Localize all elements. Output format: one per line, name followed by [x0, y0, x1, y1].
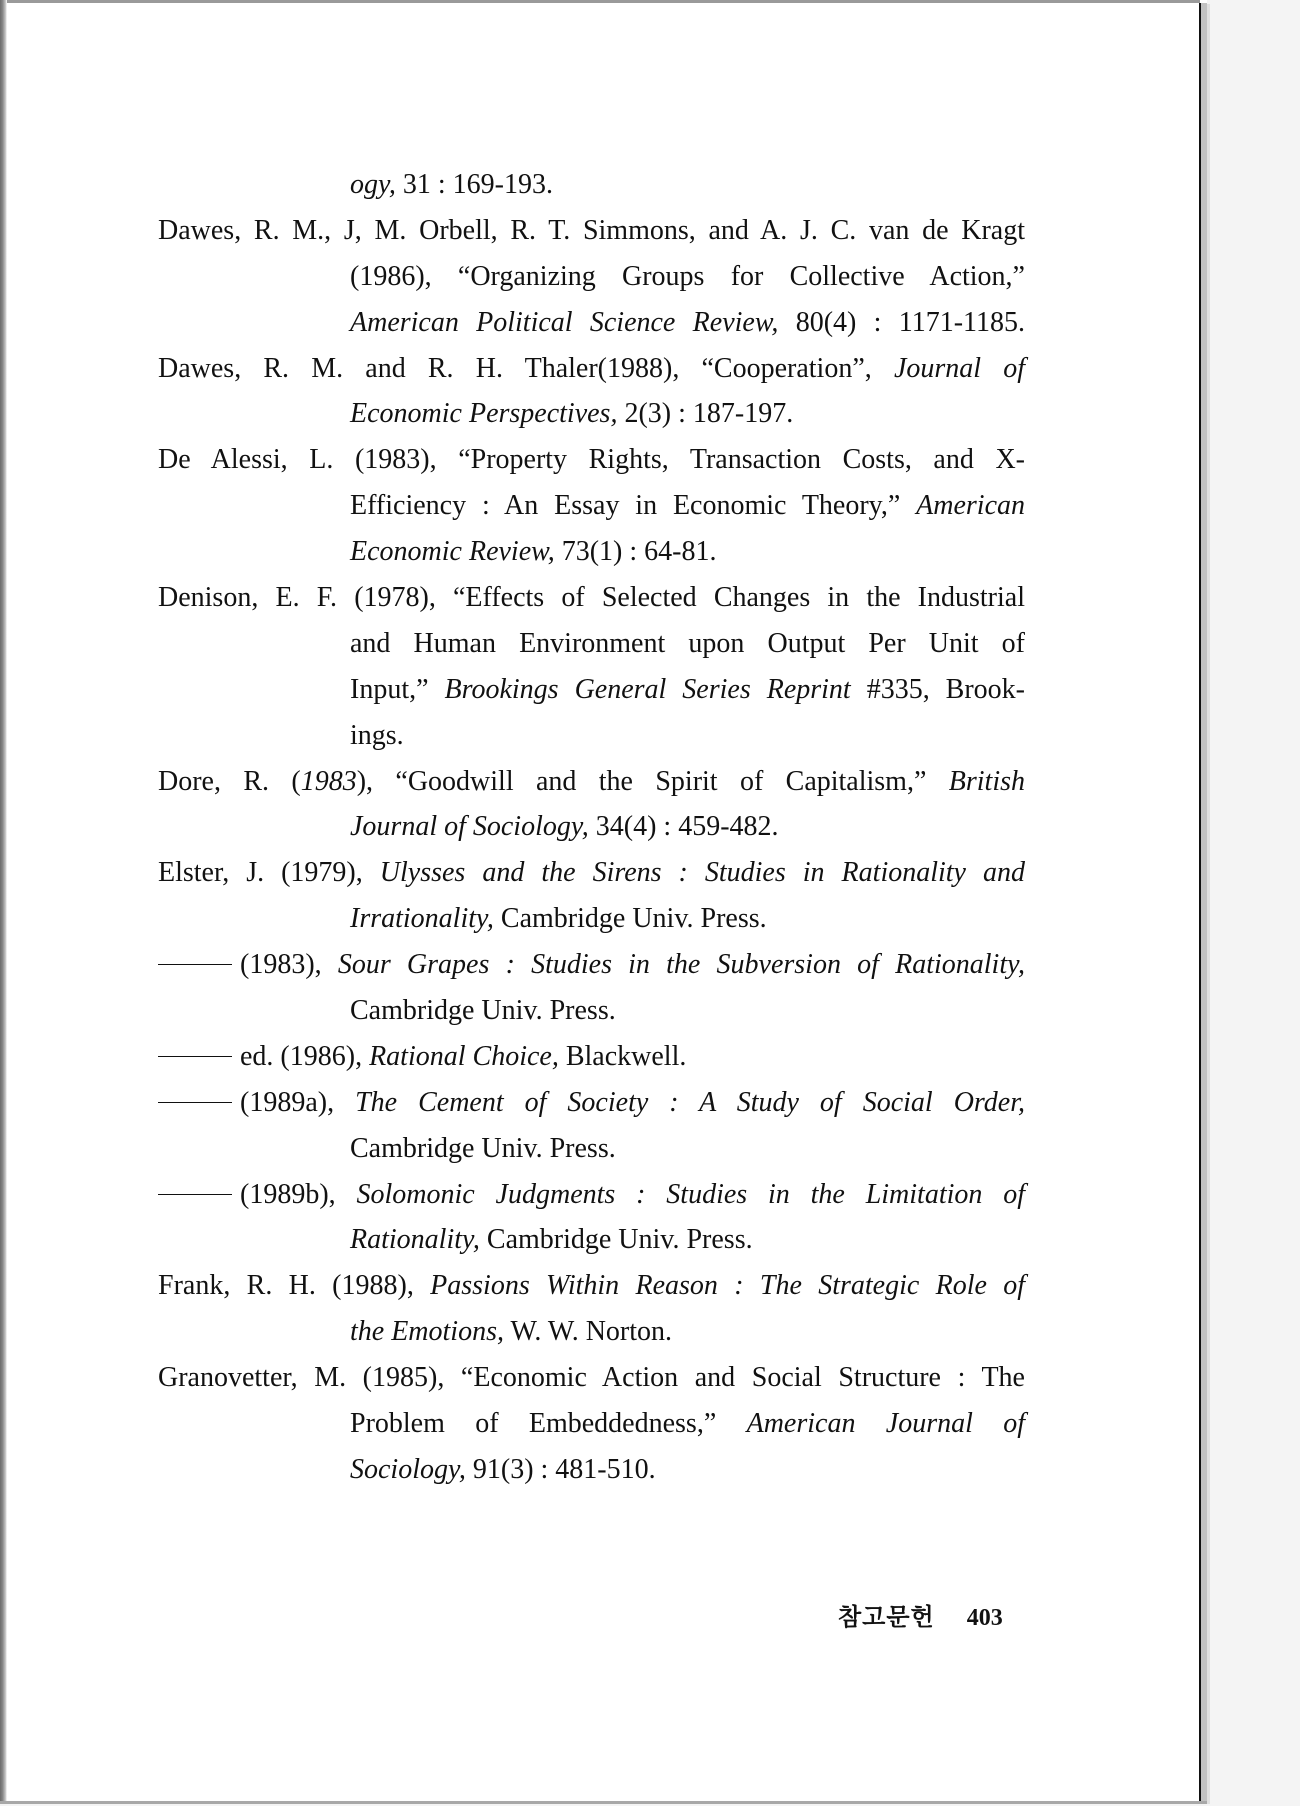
italic-title-text: British: [948, 765, 1025, 797]
reference-continuation-line: [350, 1447, 1025, 1493]
italic-title-text: Economic Perspectives,: [350, 398, 618, 430]
reference-text: Dawes, R. M. and R. H. Thaler(1988), “Cooperation”,: [158, 352, 894, 384]
reference-entry-line: [158, 346, 1025, 392]
reference-entry-line: [158, 759, 1025, 805]
repeated-author-dash: [158, 964, 232, 965]
page-bottom-edge: [0, 1801, 1207, 1804]
reference-text: and Human Environment upon Output Per Unit of: [350, 627, 1025, 659]
reference-text: Dore, R. (: [158, 765, 301, 797]
italic-title-text: Sociology,: [350, 1453, 466, 1485]
reference-text: #335, Brook-: [850, 673, 1025, 705]
reference-entry-line: [158, 850, 1025, 896]
reference-continuation-line: [350, 529, 1025, 575]
page-footer: [838, 1597, 1003, 1632]
reference-text: De Alessi, L. (1983), “Property Rights, Transaction Costs, and X-: [158, 444, 1025, 476]
reference-continuation-line: [350, 713, 1025, 759]
reference-text: Cambridge Univ. Press.: [479, 1224, 753, 1256]
page-top-edge: [0, 0, 1200, 3]
italic-title-text: Passions Within Reason : The Strategic Role of: [430, 1270, 1026, 1302]
reference-text: Cambridge Univ. Press.: [493, 903, 767, 935]
reference-text: 91(3) : 481-510.: [465, 1453, 656, 1485]
page-number: 403: [966, 1605, 1003, 1631]
reference-continuation-line: [350, 988, 1025, 1034]
reference-entry-line: [158, 1034, 1025, 1080]
reference-continuation-line: [350, 483, 1025, 529]
reference-entry-line: [158, 208, 1025, 254]
reference-text: 31 : 169-193.: [395, 169, 553, 200]
reference-text: ings.: [350, 719, 404, 751]
italic-title-text: Sour Grapes : Studies in the Subversion of Rationality,: [337, 949, 1025, 981]
reference-text: ), “Goodwill and the Spirit of Capitalism,”: [356, 765, 949, 797]
section-label: 참고문헌: [838, 1603, 935, 1631]
reference-text: Blackwell.: [558, 1040, 687, 1072]
italic-title-text: American Political Science Review,: [350, 306, 779, 338]
italic-title-text: ogy,: [350, 169, 396, 200]
italic-title-text: the Emotions,: [350, 1316, 504, 1348]
reference-text: (1983),: [240, 949, 338, 981]
reference-text: 73(1) : 64-81.: [554, 536, 717, 568]
reference-entry-line: [158, 1263, 1025, 1309]
italic-title-text: Ulysses and the Sirens : Studies in Rationality and: [379, 857, 1025, 889]
reference-continuation-line: [350, 621, 1025, 667]
reference-text: Elster, J. (1979),: [158, 857, 380, 889]
reference-text: Problem of Embeddedness,”: [350, 1408, 747, 1440]
reference-text: Cambridge Univ. Press.: [350, 1132, 616, 1164]
repeated-author-dash: [158, 1102, 232, 1103]
reference-text: Cambridge Univ. Press.: [350, 995, 616, 1027]
italic-title-text: Rational Choice,: [369, 1040, 559, 1072]
reference-text: 80(4) : 1171-1185.: [778, 306, 1025, 338]
reference-text: Efficiency : An Essay in Economic Theory,”: [350, 490, 917, 522]
reference-entry-line: [158, 942, 1025, 988]
reference-continuation-line: [350, 1401, 1025, 1447]
reference-continuation-line: [350, 162, 1025, 208]
reference-continuation-line: [350, 1126, 1025, 1172]
reference-entry-line: [158, 437, 1025, 483]
reference-continuation-line: [350, 1309, 1025, 1355]
reference-list: [158, 162, 1025, 1493]
reference-text: Input,”: [350, 673, 445, 705]
reference-text: (1986), “Organizing Groups for Collective Action,”: [350, 260, 1025, 292]
italic-title-text: Journal of Sociology,: [350, 811, 589, 843]
italic-title-text: Rationality,: [350, 1224, 480, 1256]
italic-title-text: American: [916, 490, 1025, 522]
reference-text: (1989a),: [240, 1086, 356, 1118]
italic-title-text: American Journal of: [746, 1408, 1025, 1440]
reference-continuation-line: [350, 667, 1025, 713]
repeated-author-dash: [158, 1194, 232, 1195]
page-left-shadow: [0, 0, 7, 1803]
italic-title-text: Brookings General Series Reprint: [444, 673, 851, 705]
reference-text: ed. (1986),: [240, 1040, 370, 1072]
italic-title-text: Irrationality,: [350, 903, 494, 935]
italic-title-text: Solomonic Judgments : Studies in the Limitation of: [356, 1178, 1025, 1210]
reference-text: Dawes, R. M., J, M. Orbell, R. T. Simmons, and A. J. C. van de Kragt: [158, 214, 1025, 246]
reference-text: (1989b),: [240, 1178, 357, 1210]
reference-text: 2(3) : 187-197.: [617, 398, 794, 430]
reference-text: Denison, E. F. (1978), “Effects of Selected Changes in the Industrial: [158, 582, 1025, 614]
repeated-author-dash: [158, 1056, 232, 1057]
reference-continuation-line: [350, 804, 1025, 850]
reference-entry-line: [158, 1355, 1025, 1401]
reference-entry-line: [158, 1172, 1025, 1218]
italic-title-text: Journal of: [893, 352, 1025, 384]
reference-continuation-line: [350, 300, 1025, 346]
reference-entry-line: [158, 1080, 1025, 1126]
italic-title-text: Economic Review,: [350, 536, 555, 568]
page-right-shadow: [1207, 4, 1210, 1804]
reference-entry-line: [158, 575, 1025, 621]
reference-continuation-line: [350, 254, 1025, 300]
reference-text: W. W. Norton.: [504, 1316, 673, 1348]
reference-text: Frank, R. H. (1988),: [158, 1270, 431, 1302]
reference-text: Granovetter, M. (1985), “Economic Action and Social Structure : The: [158, 1362, 1025, 1394]
italic-title-text: The Cement of Society : A Study of Social Order,: [355, 1086, 1026, 1118]
reference-continuation-line: [350, 1217, 1025, 1263]
reference-continuation-line: [350, 391, 1025, 437]
reference-continuation-line: [350, 896, 1025, 942]
reference-text: 34(4) : 459-482.: [588, 811, 779, 843]
italic-title-text: 1983: [300, 765, 357, 797]
